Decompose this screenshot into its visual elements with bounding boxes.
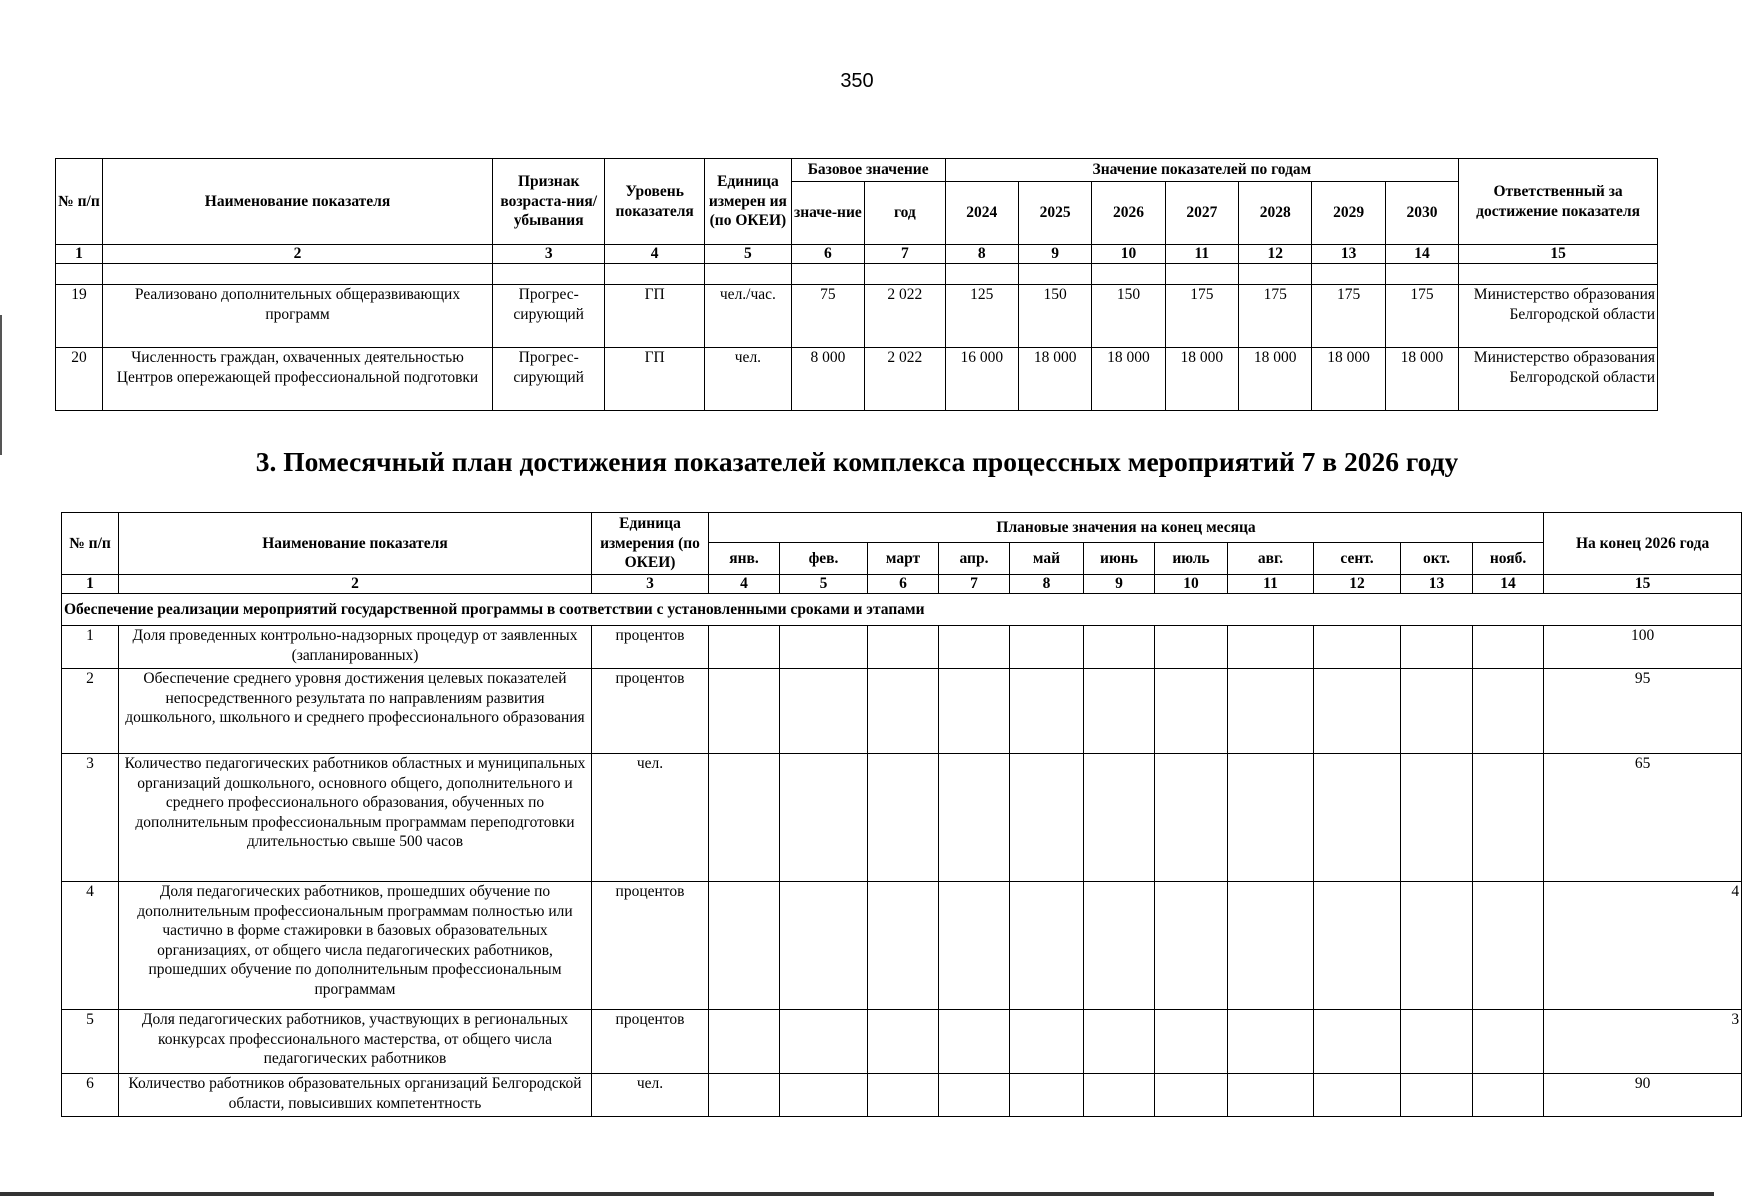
row-number: 3	[62, 754, 119, 882]
index-cell: 13	[1401, 575, 1473, 594]
col-month-header: фев.	[780, 543, 868, 575]
responsible: Министерство образования Белгородской области	[1459, 348, 1658, 411]
index-cell: 5	[705, 245, 792, 264]
col-year-end-header: На конец 2026 года	[1544, 513, 1742, 575]
year-value: 175	[1165, 285, 1238, 348]
year-end-value: 100	[1544, 626, 1742, 669]
year-value: 150	[1018, 285, 1091, 348]
col-month-header: март	[868, 543, 939, 575]
year-value: 150	[1092, 285, 1165, 348]
year-value: 18 000	[1239, 348, 1312, 411]
indicators-table	[55, 158, 1658, 411]
base-year: 2 022	[865, 348, 946, 411]
index-cell: 8	[945, 245, 1018, 264]
table-header-row	[62, 513, 1742, 543]
col-sign-header: Признак возраста-ния/ убывания	[493, 159, 605, 245]
col-year-header: 2026	[1092, 182, 1165, 245]
indicator-name: Количество педагогических работников областных и муниципальных организаций дошкольного, основного общего, дополнительного и среднего профессионального образования, обученных по дополнительным профессиональным программам переподготовки длительностью свыше 500 часов	[119, 754, 592, 882]
col-responsible-header: Ответственный за достижение показателя	[1459, 159, 1658, 245]
unit: чел./час.	[705, 285, 792, 348]
index-cell: 8	[1010, 575, 1084, 594]
year-value: 175	[1385, 285, 1458, 348]
year-end-value: 4	[1544, 882, 1742, 1010]
index-cell: 14	[1385, 245, 1458, 264]
index-cell: 5	[780, 575, 868, 594]
col-year-header: 2029	[1312, 182, 1385, 245]
col-month-header: окт.	[1401, 543, 1473, 575]
col-months-header: Плановые значения на конец месяца	[709, 513, 1544, 543]
table-row	[62, 1010, 1742, 1074]
col-month-header: сент.	[1314, 543, 1401, 575]
year-value: 125	[945, 285, 1018, 348]
column-index-row	[62, 575, 1742, 594]
col-base-value-header: значе-ние	[791, 182, 864, 245]
year-value: 16 000	[945, 348, 1018, 411]
row-number: 19	[56, 285, 103, 348]
column-index-row	[56, 245, 1658, 264]
row-number: 1	[62, 626, 119, 669]
col-base-header: Базовое значение	[791, 159, 945, 182]
col-year-header: 2030	[1385, 182, 1458, 245]
scan-bottom-edge	[0, 1192, 1714, 1196]
trend-sign: Прогрес-сирующий	[493, 285, 605, 348]
year-value: 18 000	[1165, 348, 1238, 411]
index-cell: 3	[592, 575, 709, 594]
index-cell: 12	[1239, 245, 1312, 264]
index-cell: 15	[1459, 245, 1658, 264]
year-end-value: 90	[1544, 1074, 1742, 1117]
indicator-name: Доля педагогических работников, участвующих в региональных конкурсах профессионального мастерства, от общего числа педагогических работников	[119, 1010, 592, 1074]
col-year-header: 2027	[1165, 182, 1238, 245]
index-cell: 7	[865, 245, 946, 264]
col-name-header: Наименование показателя	[102, 159, 492, 245]
unit: процентов	[592, 669, 709, 754]
col-name-header: Наименование показателя	[119, 513, 592, 575]
responsible: Министерство образования Белгородской области	[1459, 285, 1658, 348]
empty-spacer-row	[56, 264, 1658, 285]
year-end-value: 95	[1544, 669, 1742, 754]
table-row	[62, 626, 1742, 669]
row-number: 2	[62, 669, 119, 754]
col-unit-header: Единица измерения (по ОКЕИ)	[592, 513, 709, 575]
unit: чел.	[592, 754, 709, 882]
col-month-header: апр.	[939, 543, 1010, 575]
group-row	[62, 594, 1742, 626]
table-row	[62, 882, 1742, 1010]
col-month-header: янв.	[709, 543, 780, 575]
col-base-year-header: год	[865, 182, 946, 245]
section-title: 3. Помесячный план достижения показателей комплекса процессных мероприятий 7 в 2026 году	[255, 446, 1459, 477]
group-title: Обеспечение реализации мероприятий государственной программы в соответствии с установленными сроками и этапами	[62, 594, 1742, 626]
indicator-level: ГП	[605, 285, 705, 348]
trend-sign: Прогрес-сирующий	[493, 348, 605, 411]
unit: процентов	[592, 1010, 709, 1074]
year-value: 18 000	[1018, 348, 1091, 411]
table-header-row	[56, 159, 1658, 182]
col-month-header: июнь	[1084, 543, 1155, 575]
index-cell: 9	[1018, 245, 1091, 264]
table-row	[56, 285, 1658, 348]
col-month-header: авг.	[1228, 543, 1314, 575]
col-num-header: № п/п	[62, 513, 119, 575]
row-number: 4	[62, 882, 119, 1010]
index-cell: 6	[868, 575, 939, 594]
unit: чел.	[592, 1074, 709, 1117]
index-cell: 9	[1084, 575, 1155, 594]
base-year: 2 022	[865, 285, 946, 348]
year-end-value: 3	[1544, 1010, 1742, 1074]
base-value: 75	[791, 285, 864, 348]
index-cell: 10	[1155, 575, 1228, 594]
col-month-header: июль	[1155, 543, 1228, 575]
index-cell: 4	[709, 575, 780, 594]
year-value: 18 000	[1092, 348, 1165, 411]
row-number: 6	[62, 1074, 119, 1117]
indicator-name: Обеспечение среднего уровня достижения целевых показателей непосредственного результата по направлениям развития дошкольного, школьного и среднего профессионального образования	[119, 669, 592, 754]
indicator-name: Численность граждан, охваченных деятельностью Центров опережающей профессиональной подготовки	[102, 348, 492, 411]
year-value: 175	[1312, 285, 1385, 348]
table-row	[56, 348, 1658, 411]
index-cell: 2	[119, 575, 592, 594]
unit: процентов	[592, 882, 709, 1010]
index-cell: 3	[493, 245, 605, 264]
col-num-header: № п/п	[56, 159, 103, 245]
col-unit-header: Единица измерен ия (по ОКЕИ)	[705, 159, 792, 245]
index-cell: 1	[62, 575, 119, 594]
base-value: 8 000	[791, 348, 864, 411]
index-cell: 4	[605, 245, 705, 264]
indicator-name: Реализовано дополнительных общеразвивающих программ	[102, 285, 492, 348]
unit: чел.	[705, 348, 792, 411]
col-month-header: май	[1010, 543, 1084, 575]
indicator-level: ГП	[605, 348, 705, 411]
index-cell: 15	[1544, 575, 1742, 594]
page-number: 350	[840, 70, 874, 92]
table-row	[62, 669, 1742, 754]
row-number: 5	[62, 1010, 119, 1074]
year-value: 18 000	[1312, 348, 1385, 411]
year-value: 18 000	[1385, 348, 1458, 411]
index-cell: 12	[1314, 575, 1401, 594]
index-cell: 2	[102, 245, 492, 264]
row-number: 20	[56, 348, 103, 411]
col-year-header: 2024	[945, 182, 1018, 245]
index-cell: 11	[1165, 245, 1238, 264]
index-cell: 7	[939, 575, 1010, 594]
col-years-header: Значение показателей по годам	[945, 159, 1459, 182]
index-cell: 11	[1228, 575, 1314, 594]
col-month-header: нояб.	[1473, 543, 1544, 575]
indicator-name: Доля проведенных контрольно-надзорных процедур от заявленных (запланированных)	[119, 626, 592, 669]
indicator-name: Количество работников образовательных организаций Белгородской области, повысивших компетентность	[119, 1074, 592, 1117]
index-cell: 10	[1092, 245, 1165, 264]
table-row	[62, 754, 1742, 882]
monthly-plan-table	[61, 512, 1742, 1117]
index-cell: 6	[791, 245, 864, 264]
col-year-header: 2025	[1018, 182, 1091, 245]
year-end-value: 65	[1544, 754, 1742, 882]
col-level-header: Уровень показателя	[605, 159, 705, 245]
index-cell: 13	[1312, 245, 1385, 264]
year-value: 175	[1239, 285, 1312, 348]
indicator-name: Доля педагогических работников, прошедших обучение по дополнительным профессиональным программам полностью или частично в форме стажировки в базовых образовательных организациях, от общего числа педагогических работников, прошедших обучение по дополнительным профессиональным программам	[119, 882, 592, 1010]
col-year-header: 2028	[1239, 182, 1312, 245]
index-cell: 14	[1473, 575, 1544, 594]
index-cell: 1	[56, 245, 103, 264]
scan-left-edge	[0, 315, 2, 455]
table-row	[62, 1074, 1742, 1117]
unit: процентов	[592, 626, 709, 669]
